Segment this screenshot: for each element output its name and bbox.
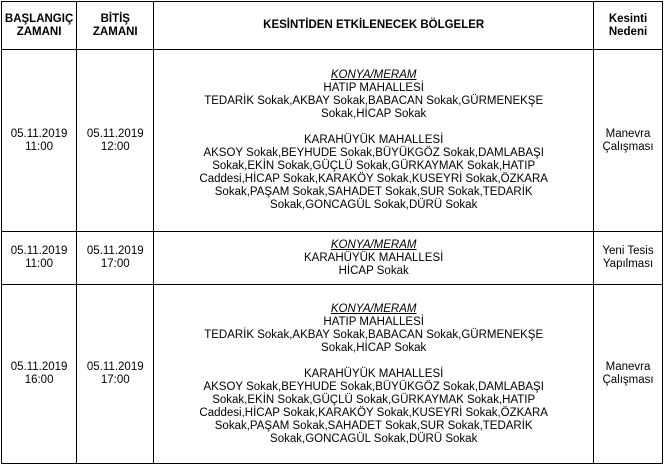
- street-line: Caddesi,HİCAP Sokak,KARAKÖY Sokak,KUSEYRİ Sokak,ÖZKARA: [199, 173, 548, 185]
- reason-cell: [594, 285, 663, 464]
- neighborhood-name: KARAHÜYÜK MAHALLESİ: [304, 367, 444, 380]
- start-time: 16:00: [24, 374, 54, 386]
- reason-line: Manevra: [605, 127, 651, 140]
- reason-line: Manevra: [605, 361, 651, 373]
- end-cell: [77, 232, 154, 285]
- street-line: AKSOY Sokak,BEYHUDE Sokak,BÜYÜKGÖZ Sokak,DAMLABAŞI: [203, 147, 544, 159]
- street-line: Sokak,EKİN Sokak,GÜÇLÜ Sokak,GÜRKAYMAK Sokak,HATIP: [212, 393, 536, 406]
- reason-line: Çalışması: [602, 374, 654, 386]
- street-line: HİCAP Sokak: [338, 264, 409, 277]
- street-line: Caddesi,HİCAP Sokak,KARAKÖY Sokak,KUSEYRİ Sokak,ÖZKARA: [199, 406, 548, 419]
- end-cell: [77, 285, 154, 464]
- street-line: TEDARİK Sokak,AKBAY Sokak,BABACAN Sokak,GÜRMENEKŞE: [204, 95, 544, 107]
- table-row: [2, 232, 663, 285]
- street-line: Sokak,GONCAGÜL Sokak,DÜRÜ Sokak: [270, 199, 478, 211]
- outage-table: [1, 1, 663, 464]
- start-cell: [2, 285, 77, 464]
- end-date: 05.11.2019: [86, 127, 144, 140]
- end-time: 12:00: [100, 140, 130, 153]
- reason-line: Yapılması: [602, 258, 654, 270]
- end-time: 17:00: [100, 258, 130, 270]
- table-row: [2, 50, 663, 232]
- street-line: TEDARİK Sokak,AKBAY Sokak,BABACAN Sokak,GÜRMENEKŞE: [204, 328, 544, 341]
- street-line: Sokak,EKİN Sokak,GÜÇLÜ Sokak,GÜRKAYMAK Sokak,HATIP: [212, 160, 536, 172]
- neighborhood-name: KARAHÜYÜK MAHALLESİ: [304, 251, 444, 264]
- reason-cell: [594, 50, 663, 232]
- header-regions: KESİNTİDEN ETKİLENECEK BÖLGELER: [154, 2, 594, 50]
- start-cell: [2, 50, 77, 232]
- reason-cell: [594, 232, 663, 285]
- start-date: 05.11.2019: [10, 127, 68, 140]
- street-line: Sokak,PAŞAM Sokak,SAHADET Sokak,SUR Sokak,TEDARİK: [214, 419, 533, 432]
- header-reason: Kesinti Nedeni: [594, 2, 663, 50]
- start-date: 05.11.2019: [10, 361, 68, 373]
- city-label: KONYA/MERAM: [330, 69, 417, 81]
- neighborhood-name: HATIP MAHALLESİ: [323, 315, 424, 328]
- city-label: KONYA/MERAM: [330, 302, 417, 315]
- regions-cell: [154, 232, 594, 285]
- street-line: Sokak,GONCAGÜL Sokak,DÜRÜ Sokak: [270, 432, 478, 445]
- street-line: Sokak,PAŞAM Sokak,SAHADET Sokak,SUR Sokak,TEDARİK: [214, 186, 533, 198]
- neighborhood-name: KARAHÜYÜK MAHALLESİ: [304, 134, 444, 146]
- start-date: 05.11.2019: [10, 245, 68, 257]
- end-cell: [77, 50, 154, 232]
- end-time: 17:00: [100, 374, 130, 386]
- neighborhood-name: HATIP MAHALLESİ: [323, 82, 424, 94]
- start-time: 11:00: [25, 258, 54, 270]
- regions-cell: [154, 50, 594, 232]
- reason-line: Yeni Tesis: [602, 245, 654, 257]
- header-start-time: BAŞLANGIÇ ZAMANI: [2, 2, 77, 50]
- city-label: KONYA/MERAM: [330, 238, 417, 251]
- start-cell: [2, 232, 77, 285]
- street-line: Sokak,HİCAP Sokak: [321, 341, 427, 354]
- table-row: [2, 285, 663, 464]
- start-time: 11:00: [25, 140, 54, 153]
- header-end-time: BİTİŞ ZAMANI: [77, 2, 154, 50]
- header-row: [2, 2, 663, 50]
- reason-line: Çalışması: [602, 140, 654, 153]
- street-line: Sokak,HİCAP Sokak: [321, 108, 427, 120]
- regions-cell: [154, 285, 594, 464]
- outage-table-container: [1, 1, 663, 464]
- end-date: 05.11.2019: [86, 361, 144, 373]
- end-date: 05.11.2019: [86, 245, 144, 257]
- street-line: AKSOY Sokak,BEYHUDE Sokak,BÜYÜKGÖZ Sokak,DAMLABAŞI: [203, 380, 544, 393]
